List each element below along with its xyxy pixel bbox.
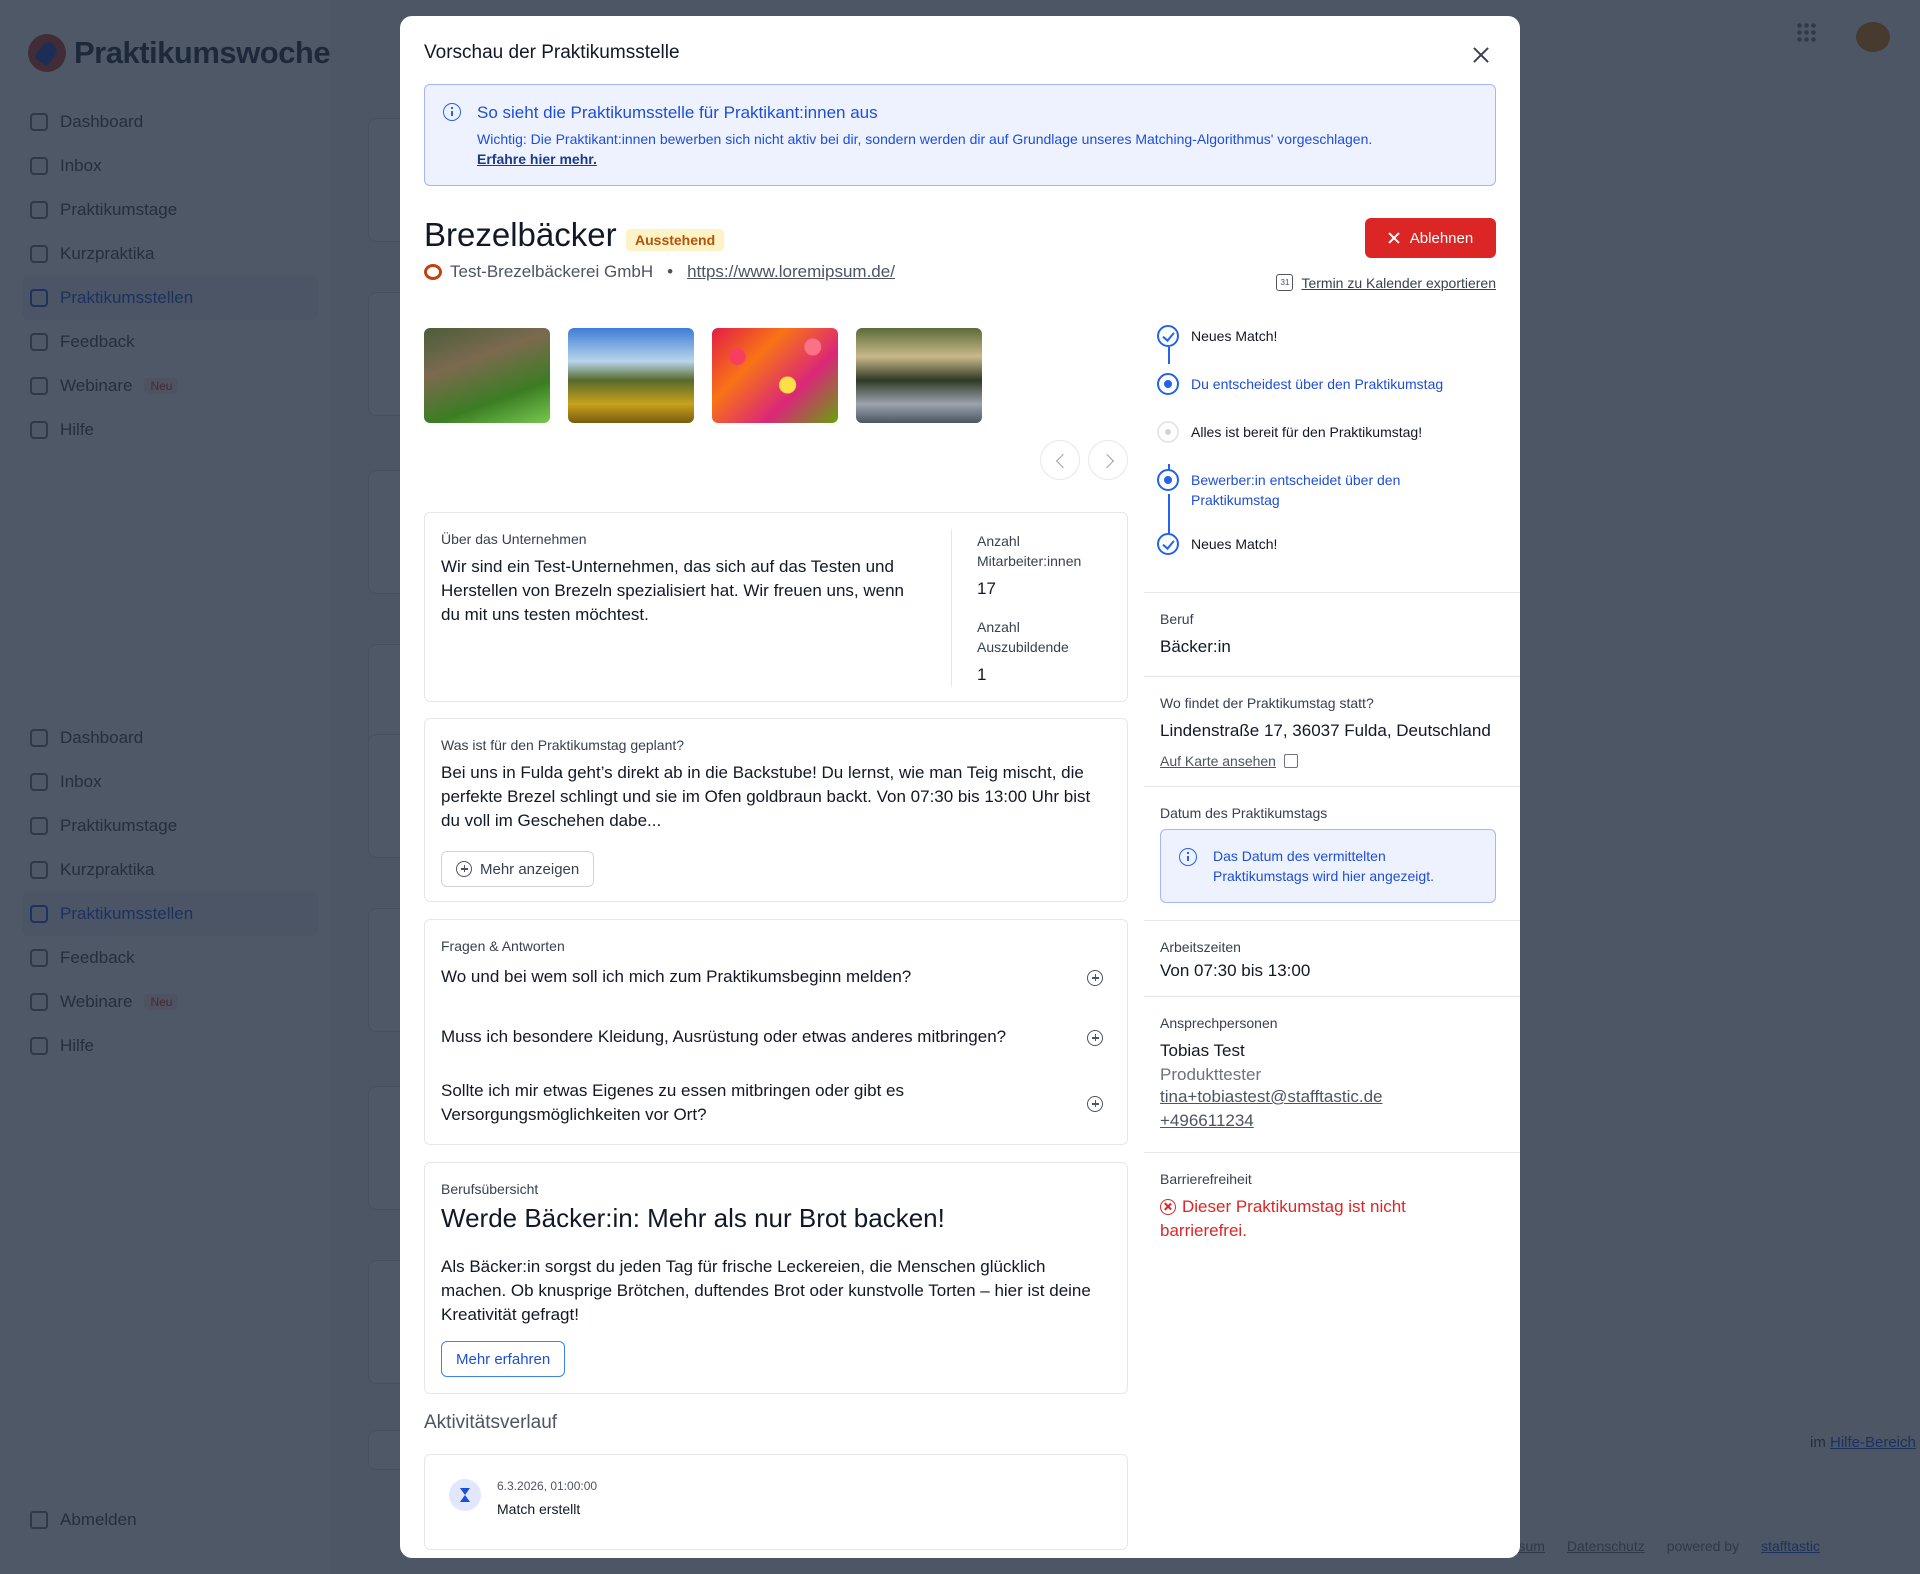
- info-title: So sieht die Praktikumsstelle für Praktikant:innen aus: [477, 103, 878, 122]
- career-title: Werde Bäcker:in: Mehr als nur Brot backen!: [441, 1203, 945, 1233]
- info-banner: [424, 84, 1496, 186]
- about-company-card: [424, 512, 1128, 702]
- learn-more-link[interactable]: Erfahre hier mehr.: [477, 151, 597, 167]
- contact-role: Produkttester: [1160, 1065, 1262, 1084]
- plan-card: [424, 718, 1128, 902]
- timeline-step: Neues Match!: [1144, 325, 1471, 347]
- contact-email-link[interactable]: tina+tobiastest@stafftastic.de: [1160, 1087, 1383, 1106]
- employees-value: 17: [977, 579, 996, 598]
- status-badge: Ausstehend: [626, 229, 724, 251]
- career-label: Berufsübersicht: [441, 1181, 539, 1197]
- plan-label: Was ist für den Praktikumstag geplant?: [441, 737, 685, 753]
- current-step-icon: [1157, 373, 1179, 395]
- contact-section: Ansprechpersonen Tobias Test Produkttester tina+tobiastest@stafftastic.de +496611234: [1144, 996, 1520, 1152]
- hours-value: Von 07:30 bis 13:00: [1160, 961, 1311, 980]
- trainees-label: Anzahl Auszubildende: [977, 619, 1069, 655]
- timeline-step: Neues Match!: [1144, 533, 1471, 555]
- gallery-next-button[interactable]: [1088, 440, 1128, 480]
- accessibility-section: Barrierefreiheit Dieser Praktikumstag ist nicht barrierefrei.: [1144, 1152, 1520, 1262]
- timeline-step: Alles ist bereit für den Praktikumstag!: [1144, 421, 1471, 443]
- calendar-icon: 31: [1276, 274, 1293, 291]
- gallery-photo[interactable]: [856, 328, 982, 423]
- timeline-connector: [1168, 347, 1170, 364]
- beruf-value: Bäcker:in: [1160, 637, 1231, 656]
- info-icon: [443, 103, 461, 121]
- faq-label: Fragen & Antworten: [441, 938, 565, 954]
- job-title: Brezelbäcker: [424, 216, 617, 253]
- plus-circle-icon: [456, 861, 472, 877]
- gallery-prev-button[interactable]: [1040, 440, 1080, 480]
- faq-question[interactable]: Sollte ich mir etwas Eigenes zu essen mitbringen oder gibt es Versorgungsmöglichkeiten vor Ort?: [441, 1081, 905, 1124]
- timeline-step: Bewerber:in entscheidet über den Praktikumstag: [1144, 469, 1471, 510]
- gallery-photo[interactable]: [568, 328, 694, 423]
- hourglass-icon: [449, 1479, 481, 1511]
- plus-circle-icon[interactable]: [1087, 1096, 1103, 1112]
- info-icon: [1179, 848, 1197, 866]
- current-step-icon: [1157, 469, 1179, 491]
- contact-name: Tobias Test: [1160, 1041, 1245, 1060]
- timeline-step: Du entscheidest über den Praktikumstag: [1144, 373, 1471, 395]
- about-text: Wir sind ein Test-Unternehmen, das sich auf das Testen und Herstellen von Brezeln spezialisiert hat. Wir freuen uns, wenn du mit uns testen möchtest.: [441, 557, 904, 624]
- gallery-photo[interactable]: [424, 328, 550, 423]
- gallery-photo[interactable]: [712, 328, 838, 423]
- activity-title: Aktivitätsverlauf: [424, 1412, 558, 1433]
- company-row: [424, 262, 895, 282]
- company-name: Test-Brezelbäckerei GmbH: [450, 262, 654, 281]
- check-circle-icon: [1157, 533, 1179, 555]
- export-calendar-link[interactable]: 31 Termin zu Kalender exportieren: [1276, 274, 1496, 291]
- accessibility-value: Dieser Praktikumstag ist nicht barrierefrei.: [1160, 1197, 1406, 1240]
- activity-card: [424, 1454, 1128, 1550]
- external-link-icon: [1284, 754, 1298, 768]
- plus-circle-icon[interactable]: [1087, 970, 1103, 986]
- modal-title: Vorschau der Praktikumsstelle: [424, 42, 680, 63]
- beruf-section: Beruf Bäcker:in: [1144, 592, 1520, 676]
- plan-text: Bei uns in Fulda geht’s direkt ab in die Backstube! Du lernst, wie man Teig mischt, die perfekte Brezel schlingt und sie im Ofen goldbraun backt. Von 07:30 bis 13:00 Uhr bist du voll im Geschehen dabe...: [441, 763, 1091, 830]
- activity-text: Match erstellt: [497, 1501, 581, 1517]
- info-text: Wichtig: Die Praktikant:innen bewerben sich nicht aktiv bei dir, sondern werden dir auf Grundlage unseres Matching-Algorithmus' vorgeschlagen.: [477, 131, 1373, 147]
- check-circle-icon: [1157, 325, 1179, 347]
- preview-modal: [400, 16, 1520, 1558]
- about-label: Über das Unternehmen: [441, 531, 587, 547]
- location-value: Lindenstraße 17, 36037 Fulda, Deutschland: [1160, 721, 1491, 740]
- pending-step-icon: [1157, 421, 1179, 443]
- date-info-box: Das Datum des vermittelten Praktikumstags wird hier angezeigt.: [1160, 829, 1496, 903]
- status-timeline: [1144, 316, 1520, 596]
- activity-time: 6.3.2026, 01:00:00: [497, 1479, 598, 1493]
- pretzel-icon: [424, 264, 442, 280]
- learn-more-button[interactable]: Mehr erfahren: [441, 1341, 565, 1377]
- contact-phone-link[interactable]: +496611234: [1160, 1111, 1254, 1130]
- faq-card: [424, 919, 1128, 1145]
- map-link[interactable]: Auf Karte ansehen: [1160, 753, 1298, 769]
- divider: [951, 529, 952, 687]
- photo-gallery: [424, 328, 982, 423]
- hours-section: Arbeitszeiten Von 07:30 bis 13:00: [1144, 920, 1520, 996]
- x-icon: [1388, 232, 1400, 244]
- show-more-button[interactable]: Mehr anzeigen: [441, 851, 594, 887]
- career-text: Als Bäcker:in sorgst du jeden Tag für frische Leckereien, die Menschen glücklich machen. Ob knusprige Brötchen, duftendes Brot oder kunstvolle Torten – hier ist deine Kreativität gefragt!: [441, 1257, 1091, 1324]
- close-icon[interactable]: [1468, 42, 1494, 68]
- employees-label: Anzahl Mitarbeiter:innen: [977, 533, 1082, 569]
- location-section: Wo findet der Praktikumstag statt? Lindenstraße 17, 36037 Fulda, Deutschland Auf Karte ansehen: [1144, 676, 1520, 786]
- date-section: Datum des Praktikumstags Das Datum des vermittelten Praktikumstags wird hier angezeigt.: [1144, 786, 1520, 920]
- reject-button[interactable]: Ablehnen: [1365, 218, 1496, 258]
- website-link[interactable]: https://www.loremipsum.de/: [687, 262, 895, 281]
- faq-question[interactable]: Wo und bei wem soll ich mich zum Praktikumsbeginn melden?: [441, 967, 912, 986]
- career-card: [424, 1162, 1128, 1394]
- details-sidebar: [1144, 316, 1520, 1240]
- faq-question[interactable]: Muss ich besondere Kleidung, Ausrüstung oder etwas anderes mitbringen?: [441, 1027, 1007, 1046]
- plus-circle-icon[interactable]: [1087, 1030, 1103, 1046]
- separator: •: [667, 262, 674, 281]
- trainees-value: 1: [977, 665, 987, 684]
